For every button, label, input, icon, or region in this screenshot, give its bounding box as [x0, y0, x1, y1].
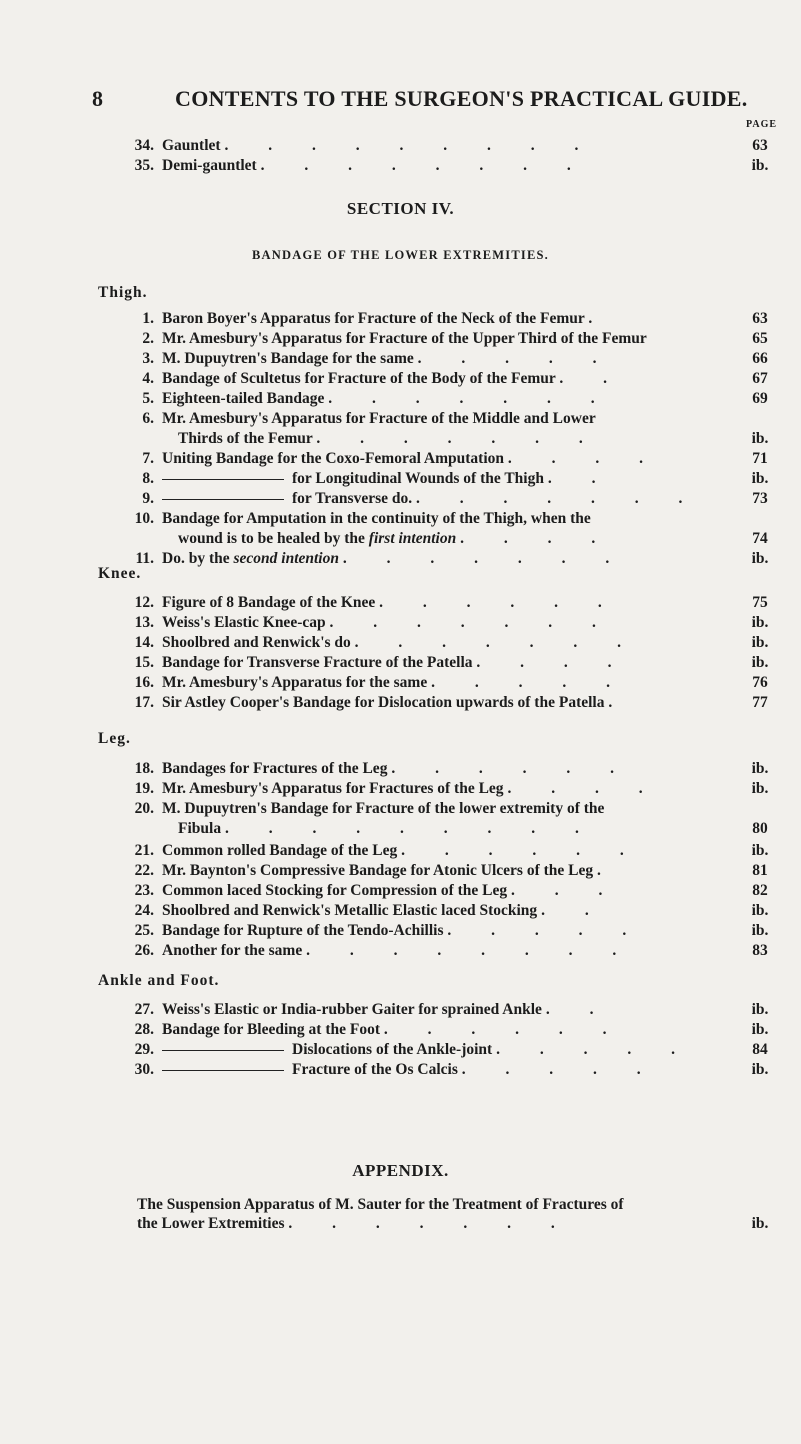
entry-page: ib. — [751, 614, 769, 631]
entry-title: Bandage for Transverse Fracture of the Patella . . . . — [162, 654, 630, 671]
leader-dots: . . . . . . — [401, 842, 642, 859]
toc-entry — [0, 390, 801, 410]
entry-title: Fracture of the Os Calcis . . . . . — [162, 1061, 659, 1079]
entry-title: Shoolbred and Renwick's do . . . . . . . — [162, 634, 640, 651]
entry-page: ib. — [751, 1061, 769, 1078]
entry-number: 9. — [142, 490, 154, 507]
toc-entry — [0, 410, 801, 430]
entry-number: 10. — [134, 510, 154, 527]
entry-page: 77 — [752, 694, 768, 711]
toc-entry — [0, 137, 801, 157]
entry-title: Dislocations of the Ankle-joint . . . . . — [162, 1041, 693, 1059]
entry-page: ib. — [751, 470, 769, 487]
leader-dots: . . — [547, 470, 614, 487]
entry-page: 63 — [752, 137, 768, 154]
entry-title: Uniting Bandage for the Coxo-Femoral Amputation . . . . — [162, 450, 662, 467]
entry-number: 13. — [134, 614, 154, 631]
entry-title: Mr. Baynton's Compressive Bandage for Atonic Ulcers of the Leg . — [162, 862, 619, 879]
entry-page: ib. — [751, 780, 769, 797]
entry-page: ib. — [751, 1021, 769, 1038]
leader-dots: . . . . . . . . — [260, 157, 589, 174]
entry-page: 74 — [752, 530, 768, 547]
entry-number: 7. — [142, 450, 154, 467]
section-title: SECTION IV. — [346, 199, 455, 218]
entry-title: Bandages for Fractures of the Leg . . . . . . — [162, 760, 632, 777]
leader-dots: . . . . . . . — [342, 550, 628, 567]
toc-entry — [0, 820, 801, 840]
entry-title: Weiss's Elastic Knee-cap . . . . . . . — [162, 614, 614, 631]
entry-number: 6. — [142, 410, 154, 427]
leader-dots: . . . . . — [496, 1041, 693, 1058]
leader-dots: . . . . . . . — [328, 390, 613, 407]
leader-dots: . . . . . . . . . — [224, 820, 597, 837]
leader-dots: . . . . . . — [391, 760, 632, 777]
entry-number: 17. — [134, 694, 154, 711]
ditto-rule — [162, 479, 284, 480]
entry-title: for Longitudinal Wounds of the Thigh . . — [162, 470, 613, 488]
entry-emphasis: first intention — [368, 530, 457, 547]
entry-title: Common laced Stocking for Compression of the Leg . . . — [162, 882, 621, 899]
leader-dots: . — [608, 694, 631, 711]
entry-number: 12. — [134, 594, 154, 611]
entry-page: 67 — [752, 370, 768, 387]
entry-title: wound is to be healed by the first intention . . . . — [178, 530, 614, 547]
entry-number: 3. — [142, 350, 154, 367]
entry-number: 24. — [134, 902, 154, 919]
leader-dots: . . . . — [507, 780, 661, 797]
entry-page: 66 — [752, 350, 768, 367]
leader-dots: . . . . . — [417, 350, 615, 367]
entry-page: 80 — [752, 820, 768, 837]
toc-entry — [0, 694, 801, 714]
entry-page: ib. — [751, 902, 769, 919]
entry-title: Bandage of Scultetus for Fracture of the Body of the Femur . . — [162, 370, 625, 387]
toc-entry — [0, 922, 801, 942]
entry-title: Sir Astley Cooper's Bandage for Dislocation upwards of the Patella . — [162, 694, 631, 711]
entry-title: for Transverse do. . . . . . . . — [162, 490, 700, 508]
entry-page: 69 — [752, 390, 768, 407]
entry-number: 18. — [134, 760, 154, 777]
entry-title: Thirds of the Femur . . . . . . . — [178, 430, 601, 447]
entry-page: 71 — [752, 450, 768, 467]
ditto-rule — [162, 499, 284, 500]
appendix-line-2-row — [0, 1215, 801, 1235]
leader-dots: . . . . . . . — [288, 1215, 573, 1232]
appendix-line-1: The Suspension Apparatus of M. Sauter for the Treatment of Fractures of — [137, 1196, 624, 1213]
entry-number: 4. — [142, 370, 154, 387]
toc-entry — [0, 490, 801, 510]
toc-entry — [0, 882, 801, 902]
entry-number: 20. — [134, 800, 154, 817]
entry-page: ib. — [751, 157, 769, 174]
appendix-page: ib. — [751, 1215, 769, 1232]
entry-page: ib. — [751, 922, 769, 939]
toc-entry — [0, 450, 801, 470]
entry-page: 81 — [752, 862, 768, 879]
page-column-label: PAGE — [746, 119, 778, 130]
entry-page: 65 — [752, 330, 768, 347]
entry-title: Mr. Amesbury's Apparatus for Fracture of the Upper Third of the Femur — [162, 330, 647, 347]
entry-page: 84 — [752, 1041, 768, 1058]
entry-number: 26. — [134, 942, 154, 959]
toc-entry — [0, 842, 801, 862]
entry-page: 75 — [752, 594, 768, 611]
leader-dots: . . . . . . . . . — [224, 137, 597, 154]
entry-number: 11. — [135, 550, 154, 567]
entry-page: 63 — [752, 310, 768, 327]
entry-page: 76 — [752, 674, 768, 691]
toc-entry — [0, 594, 801, 614]
leader-dots: . . — [559, 370, 625, 387]
toc-entry — [0, 370, 801, 390]
entry-number: 14. — [134, 634, 154, 651]
toc-entry — [0, 614, 801, 634]
leader-dots: . — [588, 310, 611, 327]
leader-dots: . . . . . — [447, 922, 645, 939]
leader-dots: . . — [545, 1001, 612, 1018]
toc-entry — [0, 1041, 801, 1061]
entry-page: ib. — [751, 760, 769, 777]
entry-title: Bandage for Bleeding at the Foot . . . . . . — [162, 1021, 625, 1038]
entry-title: Do. by the second intention . . . . . . . — [162, 550, 628, 567]
entry-title: Mr. Amesbury's Apparatus for the same . . . . . — [162, 674, 628, 691]
toc-entry — [0, 1021, 801, 1041]
entry-number: 30. — [134, 1061, 154, 1078]
leader-dots: . . . . . . — [383, 1021, 625, 1038]
entry-number: 15. — [134, 654, 154, 671]
group-heading-leg: Leg. — [98, 730, 131, 747]
appendix-line-2: the Lower Extremities — [137, 1215, 285, 1232]
entry-number: 29. — [134, 1041, 154, 1058]
toc-entry — [0, 330, 801, 350]
toc-entry — [0, 942, 801, 962]
entry-title: Eighteen-tailed Bandage . . . . . . . — [162, 390, 613, 407]
entry-title: Weiss's Elastic or India-rubber Gaiter for sprained Ankle . . — [162, 1001, 612, 1018]
entry-page: 83 — [752, 942, 768, 959]
toc-entry — [0, 1001, 801, 1021]
entry-number: 5. — [142, 390, 154, 407]
toc-entry — [0, 634, 801, 654]
entry-title: Mr. Amesbury's Apparatus for Fractures of the Leg . . . . — [162, 780, 661, 797]
toc-entry — [0, 862, 801, 882]
group-heading-ankle-foot: Ankle and Foot. — [98, 972, 220, 989]
entry-title: Bandage for Amputation in the continuity of the Thigh, when the — [162, 510, 591, 527]
entry-page: ib. — [751, 842, 769, 859]
leader-dots: . . . . — [460, 530, 614, 547]
entry-page: 82 — [752, 882, 768, 899]
leader-dots: . — [596, 862, 619, 879]
entry-title: Bandage for Rupture of the Tendo-Achillis . . . . . — [162, 922, 645, 939]
toc-entry — [0, 1061, 801, 1081]
entry-page: ib. — [751, 634, 769, 651]
entry-page: ib. — [751, 654, 769, 671]
leader-dots: . . . . — [507, 450, 662, 467]
toc-entry — [0, 530, 801, 550]
entry-page: ib. — [751, 430, 769, 447]
entry-title: Common rolled Bandage of the Leg . . . . . . — [162, 842, 642, 859]
group-heading-thigh: Thigh. — [98, 284, 148, 301]
entry-number: 8. — [142, 470, 154, 487]
entry-title: Shoolbred and Renwick's Metallic Elastic laced Stocking . . — [162, 902, 607, 919]
entry-number: 19. — [134, 780, 154, 797]
toc-entry — [0, 157, 801, 177]
entry-number: 28. — [134, 1021, 154, 1038]
entry-page: 73 — [752, 490, 768, 507]
toc-entry — [0, 780, 801, 800]
entry-page: ib. — [751, 1001, 769, 1018]
toc-entry — [0, 430, 801, 450]
entry-number: 16. — [134, 674, 154, 691]
ditto-rule — [162, 1050, 284, 1051]
entry-number: 21. — [134, 842, 154, 859]
entry-number: 2. — [142, 330, 154, 347]
running-title: CONTENTS TO THE SURGEON'S PRACTICAL GUIDE. — [175, 86, 748, 111]
toc-entry — [0, 902, 801, 922]
leader-dots: . . . . — [476, 654, 630, 671]
leader-dots: . . . . . . . — [354, 634, 640, 651]
entry-number: 22. — [134, 862, 154, 879]
leader-dots: . . . . . . . — [416, 490, 701, 507]
entry-title: Figure of 8 Bandage of the Knee . . . . . . — [162, 594, 620, 611]
page-number: 8 — [92, 86, 103, 111]
entry-emphasis: second intention — [233, 550, 339, 567]
ditto-rule — [162, 1070, 284, 1071]
entry-title: Another for the same . . . . . . . . — [162, 942, 635, 959]
leader-dots: . . . — [511, 882, 621, 899]
leader-dots: . . — [541, 902, 607, 919]
entry-page: ib. — [751, 550, 769, 567]
entry-title: Gauntlet . . . . . . . . . — [162, 137, 597, 154]
toc-entry — [0, 350, 801, 370]
toc-entry — [0, 310, 801, 330]
entry-number: 34. — [134, 137, 154, 154]
entry-number: 27. — [134, 1001, 154, 1018]
leader-dots: . . . . . — [431, 674, 628, 691]
entry-number: 1. — [142, 310, 154, 327]
appendix-title: APPENDIX. — [352, 1161, 449, 1180]
leader-dots: . . . . . . . — [329, 614, 614, 631]
leader-dots: . . . . . . . — [316, 430, 601, 447]
entry-title: M. Dupuytren's Bandage for Fracture of the lower extremity of the — [162, 800, 605, 817]
entry-title: Demi-gauntlet . . . . . . . . — [162, 157, 589, 174]
entry-title: M. Dupuytren's Bandage for the same . . . . . — [162, 350, 615, 367]
entry-title: Mr. Amesbury's Apparatus for Fracture of the Middle and Lower — [162, 410, 596, 427]
group-heading-knee: Knee. — [98, 565, 142, 582]
entry-title: Fibula . . . . . . . . . — [178, 820, 597, 837]
entry-title: Baron Boyer's Apparatus for Fracture of the Neck of the Femur . — [162, 310, 611, 327]
leader-dots: . . . . . . — [379, 594, 620, 611]
toc-entry — [0, 470, 801, 490]
entry-number: 35. — [134, 157, 154, 174]
toc-entry — [0, 800, 801, 820]
entry-number: 25. — [134, 922, 154, 939]
toc-entry — [0, 760, 801, 780]
leader-dots: . . . . . . . . — [306, 942, 635, 959]
toc-entry — [0, 654, 801, 674]
entry-number: 23. — [134, 882, 154, 899]
leader-dots: . . . . . — [461, 1061, 659, 1078]
toc-entry — [0, 510, 801, 530]
toc-entry — [0, 674, 801, 694]
section-subtitle: BANDAGE OF THE LOWER EXTREMITIES. — [252, 248, 549, 262]
